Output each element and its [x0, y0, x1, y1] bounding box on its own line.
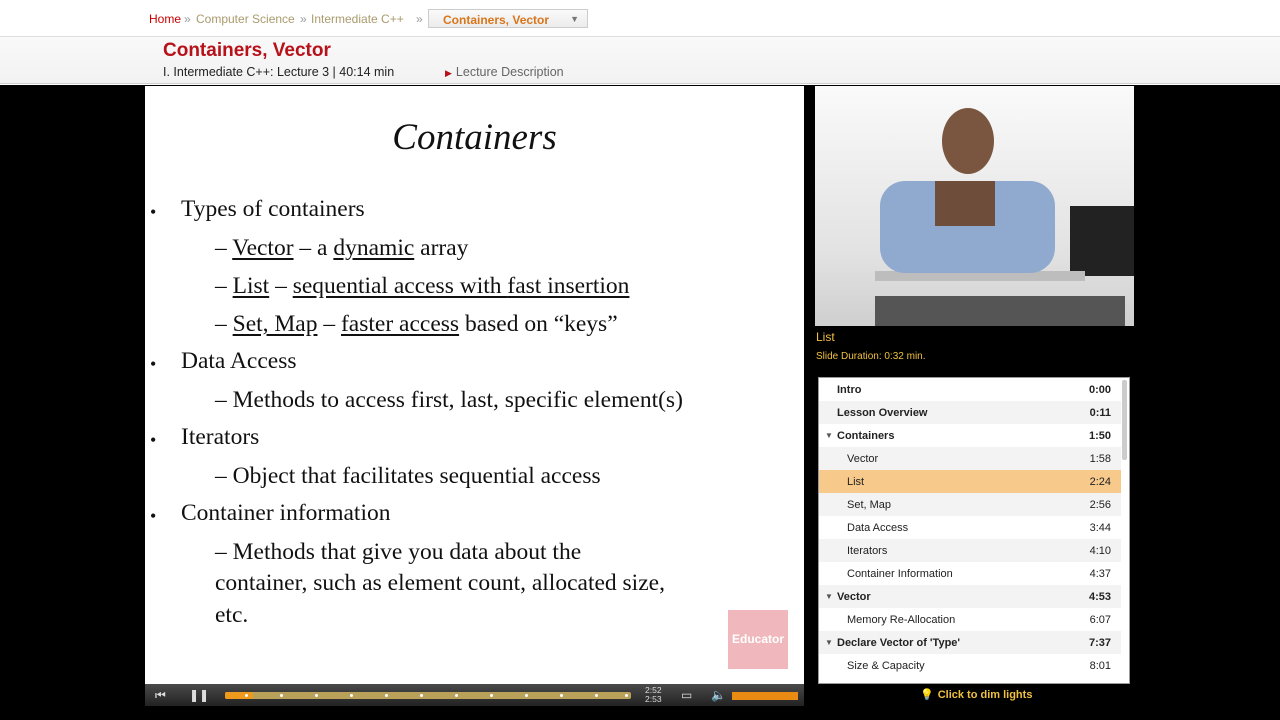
- chevron-down-icon: ▼: [570, 14, 579, 24]
- marker-dot: [385, 694, 388, 697]
- lightbulb-icon: 💡: [920, 689, 934, 701]
- slide-text: dynamic: [333, 235, 415, 261]
- marker-dot: [625, 694, 628, 697]
- slide-bullet: Container information: [181, 500, 391, 526]
- time-total: 2:53: [645, 694, 662, 704]
- pause-icon[interactable]: ❚❚: [189, 688, 210, 702]
- marker-dot: [420, 694, 423, 697]
- toc-item[interactable]: [819, 470, 1121, 493]
- marker-dot: [280, 694, 283, 697]
- marker-dot: [560, 694, 563, 697]
- toc-item-label: Container Information: [847, 568, 953, 580]
- presenter-figure: [815, 86, 1134, 326]
- current-slide-duration: Slide Duration: 0:32 min.: [816, 351, 926, 362]
- toc-item[interactable]: [819, 562, 1121, 585]
- lecture-slide: [145, 86, 804, 684]
- slide-text: – a: [293, 235, 334, 261]
- toc-item-time: 6:07: [1089, 614, 1111, 626]
- slide-bullet: Data Access: [181, 348, 297, 374]
- slide-subbullet-cont: etc.: [215, 602, 249, 628]
- toc-item[interactable]: [819, 493, 1121, 516]
- bullet-icon: •: [150, 506, 157, 526]
- slide-text: List: [232, 273, 270, 299]
- breadcrumb: [0, 0, 1280, 37]
- slide-subbullet: – List – sequential access with fast insertion: [215, 273, 630, 299]
- toc-item-time: 4:37: [1089, 568, 1111, 580]
- toc-item-label: List: [847, 476, 865, 488]
- toc-item[interactable]: [819, 378, 1121, 401]
- bullet-icon: •: [150, 202, 157, 222]
- slide-bullet: Types of containers: [181, 196, 365, 222]
- hands-shape: [935, 181, 995, 226]
- slide-text: –: [317, 311, 341, 337]
- skip-back-icon[interactable]: ⏮: [155, 688, 166, 702]
- toc-item-time: 0:11: [1089, 407, 1111, 419]
- slide-text: fast insertion: [507, 273, 630, 299]
- toc-item-label: Containers: [837, 430, 895, 442]
- lecture-select[interactable]: [428, 9, 588, 28]
- educator-watermark: Educator: [728, 610, 788, 669]
- slide-subbullet: – Object that facilitates sequential access: [215, 463, 601, 489]
- volume-icon[interactable]: 🔈: [711, 688, 726, 702]
- breadcrumb-separator: »: [300, 12, 307, 26]
- slide-bullet: Iterators: [181, 424, 260, 450]
- slide-text: Methods that give you data about the: [232, 539, 582, 565]
- presenter-video: [815, 86, 1134, 326]
- scrollbar[interactable]: [1122, 380, 1127, 460]
- time-readout: [645, 686, 662, 704]
- toc-item-time: 8:01: [1089, 660, 1111, 672]
- breadcrumb-separator: »: [184, 12, 191, 26]
- dim-lights-label: Click to dim lights: [937, 689, 1033, 701]
- slide-subbullet: – Methods to access first, last, specific element(s): [215, 387, 683, 413]
- slide-text: –: [269, 273, 293, 299]
- slide-text: Methods to access first, last, specific element(s): [232, 387, 683, 413]
- breadcrumb-intermediate-cpp[interactable]: Intermediate C++: [311, 12, 404, 26]
- expand-arrow-icon[interactable]: ▼: [825, 592, 833, 601]
- toc-item[interactable]: [819, 654, 1121, 677]
- bullet-icon: •: [150, 430, 157, 450]
- dim-lights-button[interactable]: [920, 688, 1032, 701]
- slide-text: array: [414, 235, 469, 261]
- slide-text: based on “keys”: [459, 311, 618, 337]
- toc-item-time: 4:10: [1089, 545, 1111, 557]
- screen-icon[interactable]: ▭: [681, 688, 693, 702]
- page-header: [0, 0, 1280, 84]
- lecture-info: I. Intermediate C++: Lecture 3 | 40:14 min: [163, 65, 395, 79]
- player-controls: [145, 684, 804, 706]
- head-shape: [942, 108, 994, 174]
- lecture-description-link[interactable]: [445, 65, 564, 79]
- toc-item-time: 1:58: [1089, 453, 1111, 465]
- marker-dot: [525, 694, 528, 697]
- toc-item[interactable]: [819, 631, 1121, 654]
- toc-item-label: Iterators: [847, 545, 888, 557]
- toc-item-time: 7:37: [1088, 637, 1111, 649]
- slide-text: Vector: [232, 235, 294, 261]
- toc-item[interactable]: [819, 447, 1121, 470]
- progress-fill: [225, 692, 253, 699]
- slide-text: sequential access with: [292, 273, 508, 299]
- marker-dot: [490, 694, 493, 697]
- toc-item[interactable]: [819, 516, 1121, 539]
- toc-item[interactable]: [819, 424, 1121, 447]
- slide-text: Object that facilitates sequential access: [232, 463, 601, 489]
- toc-item-time: 4:53: [1088, 591, 1111, 603]
- page-title: Containers, Vector: [163, 40, 331, 61]
- current-slide-title: List: [816, 330, 835, 344]
- marker-dot: [315, 694, 318, 697]
- time-current: 2:52: [645, 685, 662, 695]
- toc-item-time: 1:50: [1088, 430, 1111, 442]
- breadcrumb-computer-science[interactable]: Computer Science: [196, 12, 295, 26]
- toc-item-label: Set, Map: [847, 499, 892, 511]
- toc-item-label: Size & Capacity: [847, 660, 925, 672]
- slide-title: Containers: [392, 117, 557, 158]
- toc-item[interactable]: [819, 539, 1121, 562]
- floor-shape: [875, 296, 1125, 326]
- progress-bar[interactable]: [225, 692, 631, 699]
- breadcrumb-separator: »: [416, 12, 423, 26]
- slide-text: faster access: [340, 311, 460, 337]
- toc-item[interactable]: [819, 401, 1121, 424]
- toc-item-label: Declare Vector of 'Type': [837, 637, 961, 649]
- toc-item-label: Memory Re-Allocation: [847, 614, 956, 626]
- lecture-select-value: Containers, Vector: [443, 13, 550, 27]
- table-of-contents: [818, 377, 1130, 684]
- toc-item-label: Lesson Overview: [837, 407, 928, 419]
- volume-bar[interactable]: [732, 692, 798, 700]
- marker-dot: [245, 694, 248, 697]
- monitor-shape: [1070, 206, 1134, 276]
- marker-dot: [455, 694, 458, 697]
- marker-dot: [595, 694, 598, 697]
- bullet-icon: •: [150, 354, 157, 374]
- toc-item[interactable]: [819, 585, 1121, 608]
- toc-item-time: 2:24: [1089, 476, 1111, 488]
- slide-text: Set, Map: [232, 311, 318, 337]
- slide-subbullet: – Set, Map – faster access based on “keys”: [215, 311, 618, 337]
- lecture-description-label: Lecture Description: [455, 65, 564, 79]
- toc-item-time: 2:56: [1089, 499, 1111, 511]
- breadcrumb-home[interactable]: Home: [149, 12, 182, 26]
- expand-arrow-icon[interactable]: ▼: [825, 638, 833, 647]
- marker-dot: [350, 694, 353, 697]
- toc-item-time: 3:44: [1089, 522, 1111, 534]
- toc-item[interactable]: [819, 608, 1121, 631]
- slide-subbullet: – Methods that give you data about the: [215, 539, 582, 565]
- toc-item-label: Intro: [837, 384, 862, 396]
- slide-subbullet: – Vector – a dynamic array: [215, 235, 469, 261]
- expand-arrow-icon[interactable]: ▼: [825, 431, 833, 440]
- slide-subbullet-cont: container, such as element count, allocated size,: [215, 570, 665, 596]
- toc-item-label: Vector: [847, 453, 879, 465]
- toc-item-label: Vector: [837, 591, 871, 603]
- play-triangle-icon: ▶: [445, 68, 452, 78]
- toc-item-time: 0:00: [1088, 384, 1111, 396]
- toc-item-label: Data Access: [847, 522, 909, 534]
